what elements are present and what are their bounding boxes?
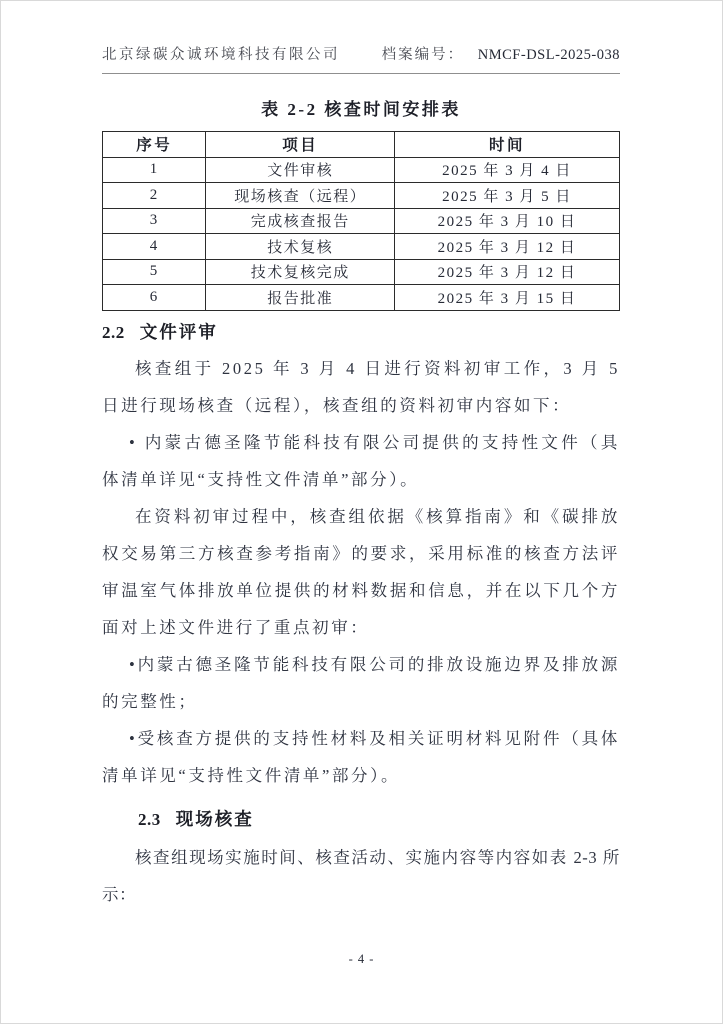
cell-index: 2 (103, 183, 206, 209)
cell-index: 6 (103, 285, 206, 311)
table-caption: 表 2-2 核查时间安排表 (261, 100, 461, 119)
bullet-paragraph: • 内蒙古德圣隆节能科技有限公司提供的支持性文件（具体清单详见“支持性文件清单”部分）。 (102, 432, 620, 489)
document-body (102, 95, 620, 913)
paragraph: 在资料初审过程中，核查组依据《核算指南》和《碳排放权交易第三方核查参考指南》的要求，采用标准的核查方法评审温室气体排放单位提供的材料数据和信息，并在以下几个方面对上述文件进行了重点初审： (102, 506, 620, 637)
cell-item: 报告批准 (206, 285, 395, 311)
cell-time: 2025 年 3 月 10 日 (395, 208, 620, 234)
cell-item: 文件审核 (206, 157, 395, 183)
table-row (103, 259, 620, 285)
table-row (103, 234, 620, 260)
cell-index: 1 (103, 157, 206, 183)
cell-time: 2025 年 3 月 12 日 (395, 259, 620, 285)
schedule-table (102, 131, 620, 311)
cell-time: 2025 年 3 月 4 日 (395, 157, 620, 183)
paragraph: 核查组现场实施时间、核查活动、实施内容等内容如表 2-3 所示： (102, 847, 620, 904)
table-row (103, 157, 620, 183)
section-title: 现场核查 (175, 808, 254, 829)
bullet-paragraph: •受核查方提供的支持性材料及相关证明材料见附件（具体清单详见“支持性文件清单”部分）。 (102, 728, 620, 785)
table-row (103, 208, 620, 234)
section-title: 文件评审 (139, 321, 218, 342)
cell-index: 5 (103, 259, 206, 285)
file-number-value: NMCF-DSL-2025-038 (477, 47, 620, 63)
column-header-index: 序号 (103, 132, 206, 158)
cell-item: 技术复核 (206, 234, 395, 260)
column-header-item: 项目 (206, 132, 395, 158)
cell-time: 2025 年 3 月 5 日 (395, 183, 620, 209)
section-heading-2-3 (138, 806, 620, 831)
cell-time: 2025 年 3 月 12 日 (395, 234, 620, 260)
cell-item: 技术复核完成 (206, 259, 395, 285)
cell-item: 完成核查报告 (206, 208, 395, 234)
table-row (103, 183, 620, 209)
file-number (382, 43, 620, 64)
company-name: 北京绿碳众诚环境科技有限公司 (102, 47, 340, 63)
table-header-row (103, 132, 620, 158)
cell-time: 2025 年 3 月 15 日 (395, 285, 620, 311)
section-number: 2.2 (102, 322, 125, 342)
section-number: 2.3 (138, 809, 161, 829)
page-number: - 4 - (348, 952, 375, 966)
bullet-paragraph: •内蒙古德圣隆节能科技有限公司的排放设施边界及排放源的完整性； (102, 654, 620, 711)
cell-item: 现场核查（远程） (206, 183, 395, 209)
file-number-label: 档案编号： (381, 47, 465, 63)
paragraph: 核查组于 2025 年 3 月 4 日进行资料初审工作，3 月 5 日进行现场核查（远程），核查组的资料初审内容如下： (102, 358, 620, 415)
page-header (102, 43, 620, 74)
table-row (103, 285, 620, 311)
section-heading-2-2 (102, 319, 620, 344)
column-header-time: 时间 (395, 132, 620, 158)
cell-index: 4 (103, 234, 206, 260)
cell-index: 3 (103, 208, 206, 234)
